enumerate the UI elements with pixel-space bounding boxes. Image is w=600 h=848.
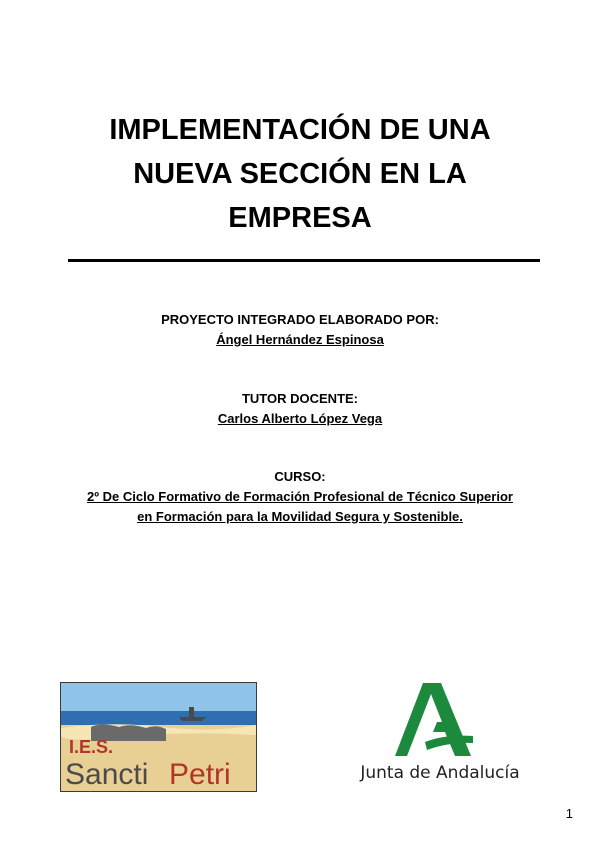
title-divider xyxy=(68,259,540,262)
title-line-1: IMPLEMENTACIÓN DE UNA xyxy=(109,114,491,146)
course-heading: CURSO: xyxy=(274,469,326,484)
author-section xyxy=(40,310,560,350)
ies-logo-left-text: Sancti xyxy=(65,758,149,791)
ies-logo-top-text: I.E.S. xyxy=(69,737,114,757)
tutor-section xyxy=(40,389,560,429)
document-title xyxy=(50,108,550,240)
ies-logo-right-text: Petri xyxy=(169,758,231,791)
tutor-heading: TUTOR DOCENTE: xyxy=(241,391,359,406)
course-line-2: en Formación para la Movilidad Segura y Sostenible. xyxy=(137,509,463,524)
tutor-name: Carlos Alberto López Vega xyxy=(217,411,383,426)
junta-logo-text: Junta de Andalucía xyxy=(360,763,520,783)
ies-logo-graphic xyxy=(61,683,256,791)
ies-sancti-petri-logo xyxy=(60,682,257,792)
author-heading: PROYECTO INTEGRADO ELABORADO POR: xyxy=(161,312,439,327)
course-line-1: 2º De Ciclo Formativo de Formación Profesional de Técnico Superior xyxy=(87,489,513,504)
course-section xyxy=(40,467,560,527)
title-line-3: EMPRESA xyxy=(228,202,372,234)
title-line-2: NUEVA SECCIÓN EN LA xyxy=(133,158,467,190)
junta-de-andalucia-logo xyxy=(345,680,535,790)
author-name: Ángel Hernández Espinosa xyxy=(216,332,384,347)
junta-a-emblem-icon xyxy=(345,680,535,760)
page-number: 1 xyxy=(565,806,573,821)
